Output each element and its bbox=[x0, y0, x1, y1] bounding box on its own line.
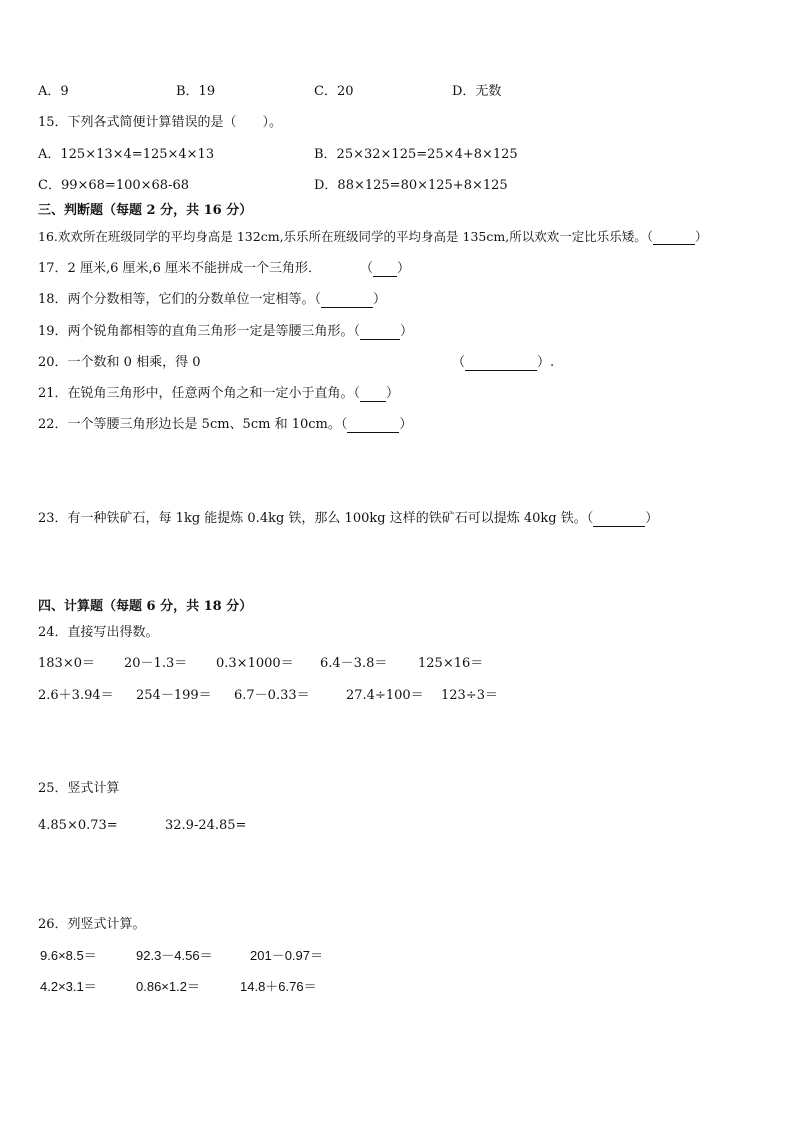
q25-calc-2: 32.9-24.85= bbox=[165, 818, 247, 833]
q24-calc-5: 125×16＝ bbox=[418, 656, 484, 671]
q20-answer-blank[interactable] bbox=[465, 358, 537, 371]
q22-close: ） bbox=[399, 417, 413, 432]
q19-item bbox=[38, 324, 413, 340]
q21-close: ） bbox=[386, 386, 400, 401]
q15-option-b: B．25×32×125=25×4+8×125 bbox=[314, 147, 518, 162]
q22-answer-blank[interactable] bbox=[347, 420, 399, 433]
q24-calc-6: 2.6＋3.94＝ bbox=[38, 688, 114, 703]
q23-answer-blank[interactable] bbox=[593, 514, 645, 527]
q17-answer bbox=[360, 261, 410, 277]
q24-calc-1: 183×0＝ bbox=[38, 656, 95, 671]
q17-open: （ bbox=[360, 261, 374, 276]
section3-title: 三、判断题（每题 2 分，共 16 分） bbox=[38, 203, 253, 218]
q23-text: 23．有一种铁矿石，每 1kg 能提炼 0.4kg 铁，那么 100kg 这样的铁矿石可以提炼 40kg 铁。（ bbox=[38, 511, 594, 526]
q17-item bbox=[38, 261, 321, 277]
q24-calc-3: 0.3×1000＝ bbox=[216, 656, 294, 671]
q21-text: 21．在锐角三角形中，任意两个角之和一定小于直角。（ bbox=[38, 386, 361, 401]
q14-option-b: B．19 bbox=[176, 84, 216, 99]
q21-answer-blank[interactable] bbox=[360, 389, 386, 402]
q26-calc-5: 0.86×1.2＝ bbox=[136, 979, 200, 994]
q26-calc-6: 14.8＋6.76＝ bbox=[240, 979, 317, 994]
q22-item bbox=[38, 417, 412, 433]
q16-answer-blank[interactable] bbox=[653, 232, 695, 245]
section4-title: 四、计算题（每题 6 分，共 18 分） bbox=[38, 599, 253, 614]
q23-close: ） bbox=[645, 511, 659, 526]
q20-text: 20．一个数和 0 相乘，得 0 bbox=[38, 355, 201, 370]
q20-open: （ bbox=[452, 355, 466, 370]
q24-calc-9: 27.4÷100＝ bbox=[346, 688, 424, 703]
q26-stem: 26．列竖式计算。 bbox=[38, 917, 146, 932]
q19-answer-blank[interactable] bbox=[360, 327, 400, 340]
q14-option-a: A．9 bbox=[38, 84, 69, 99]
q24-calc-8: 6.7－0.33＝ bbox=[234, 688, 310, 703]
q24-calc-2: 20－1.3＝ bbox=[124, 656, 188, 671]
q16-close: ） bbox=[694, 229, 708, 244]
q14-option-c: C．20 bbox=[314, 84, 354, 99]
q24-calc-7: 254－199＝ bbox=[136, 688, 212, 703]
q15-option-a: A．125×13×4=125×4×13 bbox=[38, 147, 215, 162]
q26-calc-3: 201－0.97＝ bbox=[250, 948, 323, 963]
q17-answer-blank[interactable] bbox=[373, 264, 397, 277]
q19-close: ） bbox=[400, 324, 414, 339]
q17-close: ） bbox=[397, 261, 411, 276]
q25-calc-1: 4.85×0.73= bbox=[38, 818, 118, 833]
q24-calc-10: 123÷3＝ bbox=[441, 688, 498, 703]
q15-option-c: C．99×68=100×68-68 bbox=[38, 178, 189, 193]
q26-calc-1: 9.6×8.5＝ bbox=[40, 948, 97, 963]
q24-calc-4: 6.4－3.8＝ bbox=[320, 656, 388, 671]
q18-item bbox=[38, 292, 386, 308]
q18-close: ） bbox=[373, 292, 387, 307]
q26-calc-2: 92.3－4.56＝ bbox=[136, 948, 213, 963]
q23-item bbox=[38, 511, 658, 527]
q25-stem: 25．竖式计算 bbox=[38, 781, 120, 796]
q16-item bbox=[38, 229, 707, 245]
q24-stem: 24．直接写出得数。 bbox=[38, 625, 159, 640]
q21-item bbox=[38, 386, 399, 402]
q19-text: 19．两个锐角都相等的直角三角形一定是等腰三角形。（ bbox=[38, 324, 361, 339]
q14-option-d: D．无数 bbox=[452, 84, 502, 99]
q18-text: 18．两个分数相等，它们的分数单位一定相等。（ bbox=[38, 292, 322, 307]
q20-answer bbox=[452, 355, 554, 371]
q15-option-d: D．88×125=80×125+8×125 bbox=[314, 178, 508, 193]
q16-text: 16.欢欢所在班级同学的平均身高是 132cm,乐乐所在班级同学的平均身高是 135cm,所以欢欢一定比乐乐矮。（ bbox=[38, 229, 653, 244]
q22-text: 22．一个等腰三角形边长是 5cm、5cm 和 10cm。（ bbox=[38, 417, 348, 432]
q20-item bbox=[38, 355, 200, 371]
q26-calc-4: 4.2×3.1＝ bbox=[40, 979, 97, 994]
q15-stem: 15．下列各式简便计算错误的是（ ）。 bbox=[38, 115, 283, 130]
q17-text: 17．2 厘米,6 厘米,6 厘米不能拼成一个三角形． bbox=[38, 261, 322, 276]
q20-close: ）. bbox=[537, 355, 555, 370]
q18-answer-blank[interactable] bbox=[321, 295, 373, 308]
